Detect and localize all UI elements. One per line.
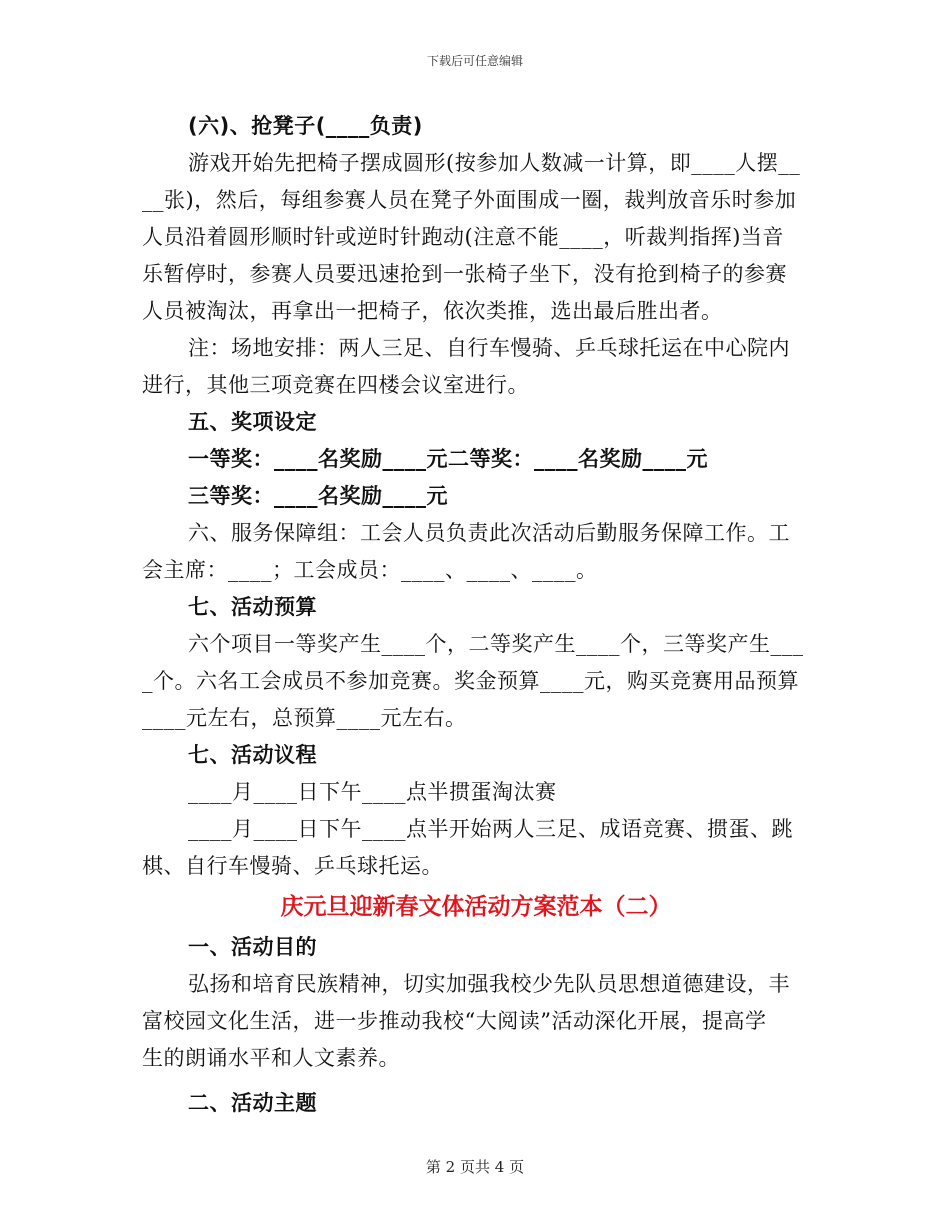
paragraph-line: 弘扬和培育民族精神，切实加强我校少先队员思想道德建设，丰 <box>188 972 790 996</box>
award-line: 三等奖：____名奖励____元 <box>188 484 448 508</box>
paragraph-line: 注：场地安排：两人三足、自行车慢骑、乒乓球托运在中心院内 <box>188 336 790 360</box>
paragraph-line: ____月____日下午____点半掼蛋淘汰赛 <box>188 780 557 804</box>
section-heading: 一、活动目的 <box>188 935 317 959</box>
section-heading: 七、活动预算 <box>188 595 317 619</box>
paragraph-line: 会主席：____；工会成员：____、____、____。 <box>142 558 598 582</box>
section-heading: 二、活动主题 <box>188 1091 317 1115</box>
paragraph-line: __张)，然后，每组参赛人员在凳子外面围成一圈，裁判放音乐时参加 <box>142 188 797 212</box>
paragraph-line: ____月____日下午____点半开始两人三足、成语竞赛、掼蛋、跳 <box>188 817 793 841</box>
section-heading: 七、活动议程 <box>188 743 317 767</box>
paragraph-line: 乐暂停时，参赛人员要迅速抢到一张椅子坐下，没有抢到椅子的参赛 <box>142 262 787 286</box>
page-header: 下载后可任意编辑 <box>426 54 523 68</box>
paragraph-line: 游戏开始先把椅子摆成圆形(按参加人数减一计算，即____人摆__ <box>188 151 801 175</box>
section-heading: 五、奖项设定 <box>188 410 317 434</box>
paragraph-line: 六、服务保障组：工会人员负责此次活动后勤服务保障工作。工 <box>188 521 790 545</box>
paragraph-line: 生的朗诵水平和人文素养。 <box>142 1046 400 1070</box>
paragraph-line: 人员被淘汰，再拿出一把椅子，依次类推，选出最后胜出者。 <box>142 299 723 323</box>
paragraph-line: 棋、自行车慢骑、乒乓球托运。 <box>142 854 443 878</box>
paragraph-line: 进行，其他三项竞赛在四楼会议室进行。 <box>142 373 529 397</box>
paragraph-line: _个。六名工会成员不参加竞赛。奖金预算____元，购买竞赛用品预算 <box>142 669 799 693</box>
paragraph-line: 六个项目一等奖产生____个，二等奖产生____个，三等奖产生___ <box>188 632 804 656</box>
section-heading: (六)、抢凳子(____负责) <box>188 114 423 138</box>
document-title: 庆元旦迎新春文体活动方案范本（二） <box>280 894 672 920</box>
paragraph-line: ____元左右，总预算____元左右。 <box>142 706 467 730</box>
page-footer: 第 2 页共 4 页 <box>425 1158 525 1176</box>
paragraph-line: 人员沿着圆形顺时针或逆时针跑动(注意不能____，听裁判指挥)当音 <box>142 225 784 249</box>
award-line: 一等奖：____名奖励____元二等奖：____名奖励____元 <box>188 447 708 471</box>
paragraph-line: 富校园文化生活，进一步推动我校“大阅读”活动深化开展，提高学 <box>142 1009 767 1033</box>
document-body <box>142 108 810 1122</box>
